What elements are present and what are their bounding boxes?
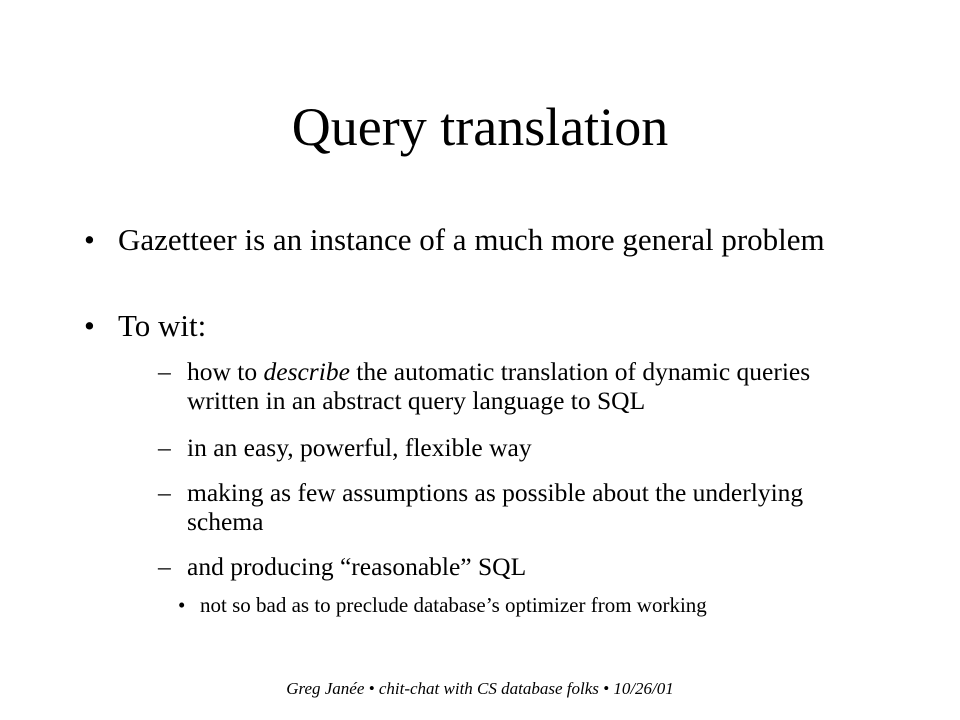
sub-bullet-text: and producing “reasonable” SQL xyxy=(187,552,527,581)
sub-bullet-item xyxy=(158,433,858,462)
dash-marker: – xyxy=(158,552,171,581)
sub-sub-bullet-text: not so bad as to preclude database’s optimizer from working xyxy=(200,593,707,617)
emphasis-text: describe xyxy=(263,357,350,386)
slide-title: Query translation xyxy=(291,97,669,157)
bullet-item xyxy=(84,308,864,343)
sub-bullet-text: in an easy, powerful, flexible way xyxy=(187,433,532,462)
bullet-marker: • xyxy=(178,593,186,617)
bullet-item xyxy=(84,222,864,257)
slide-footer: Greg Janée • chit-chat with CS database folks • 10/26/01 xyxy=(286,679,674,698)
bullet-text: To wit: xyxy=(118,308,207,343)
bullet-text: Gazetteer is an instance of a much more general problem xyxy=(118,222,825,257)
bullet-marker: • xyxy=(84,222,95,257)
sub-bullet-text: making as few assumptions as possible about the underlying schema xyxy=(187,478,804,536)
dash-marker: – xyxy=(158,478,171,507)
bullet-marker: • xyxy=(84,308,95,343)
sub-bullet-text: how to describe the automatic translation of dynamic queries written in an abstract query language to SQL xyxy=(187,357,811,415)
sub-bullet-item xyxy=(158,478,858,536)
sub-bullet-item xyxy=(158,552,858,581)
dash-marker: – xyxy=(158,357,171,386)
sub-sub-bullet-item xyxy=(178,593,878,617)
sub-bullet-item xyxy=(158,357,858,415)
dash-marker: – xyxy=(158,433,171,462)
